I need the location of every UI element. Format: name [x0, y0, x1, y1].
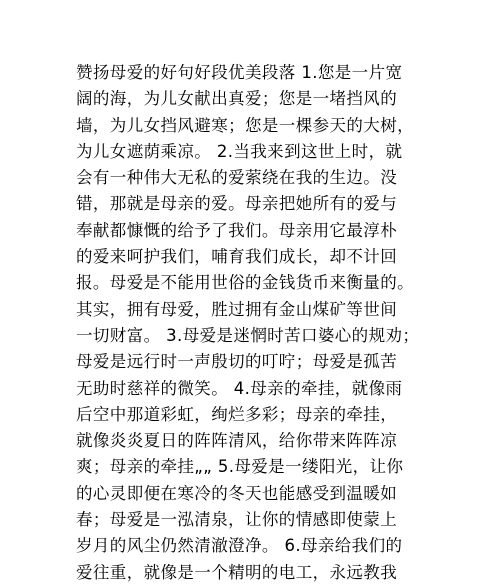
text-line: 春；母爱是一泓清泉，让你的情感即使蒙上	[76, 510, 398, 530]
text-line: 会有一种伟大无私的爱萦绕在我的生边。没	[76, 168, 398, 188]
text-line: 的心灵即便在寒冷的冬天也能感受到温暖如	[76, 483, 398, 503]
text-line: 岁月的风尘仍然清澈澄净。 6.母亲给我们的	[76, 536, 403, 556]
text-line: 就像炎炎夏日的阵阵清风，给你带来阵阵凉	[76, 431, 398, 451]
text-line: 墙，为儿女挡风避寒；您是一棵参天的大树，	[76, 115, 414, 135]
text-line: 阔的海，为儿女献出真爱；您是一堵挡风的	[76, 89, 398, 109]
text-line: 报。母爱是不能用世俗的金钱货币来衡量的。	[76, 273, 414, 293]
text-line: 母爱是远行时一声殷切的叮咛；母爱是孤苦	[76, 352, 398, 372]
text-line: 赞扬母爱的好句好段优美段落 1.您是一片宽	[76, 63, 403, 82]
text-line: 爽；母亲的牵挂„„ 5.母爱是一缕阳光，让你	[76, 457, 404, 477]
text-line: 为儿女遮荫乘凉。 2.当我来到这世上时，就	[76, 141, 403, 161]
body-text	[76, 60, 436, 586]
text-line: 一切财富。 3.母爱是迷惘时苦口婆心的规劝；	[76, 325, 420, 345]
text-line: 爱往重，就像是一个精明的电工，永远教我	[76, 562, 398, 582]
text-line: 奉献都慷慨的给予了我们。母亲用它最淳朴	[76, 220, 398, 240]
text-line: 错，那就是母亲的爱。母亲把她所有的爱与	[76, 194, 398, 214]
text-line: 无助时慈祥的微笑。 4.母亲的牵挂，就像雨	[76, 378, 403, 398]
text-line: 其实，拥有母爱，胜过拥有金山煤矿等世间	[76, 299, 398, 319]
text-line: 后空中那道彩虹，绚烂多彩；母亲的牵挂，	[76, 404, 398, 424]
text-line: 的爱来呵护我们，哺育我们成长，却不计回	[76, 247, 398, 267]
